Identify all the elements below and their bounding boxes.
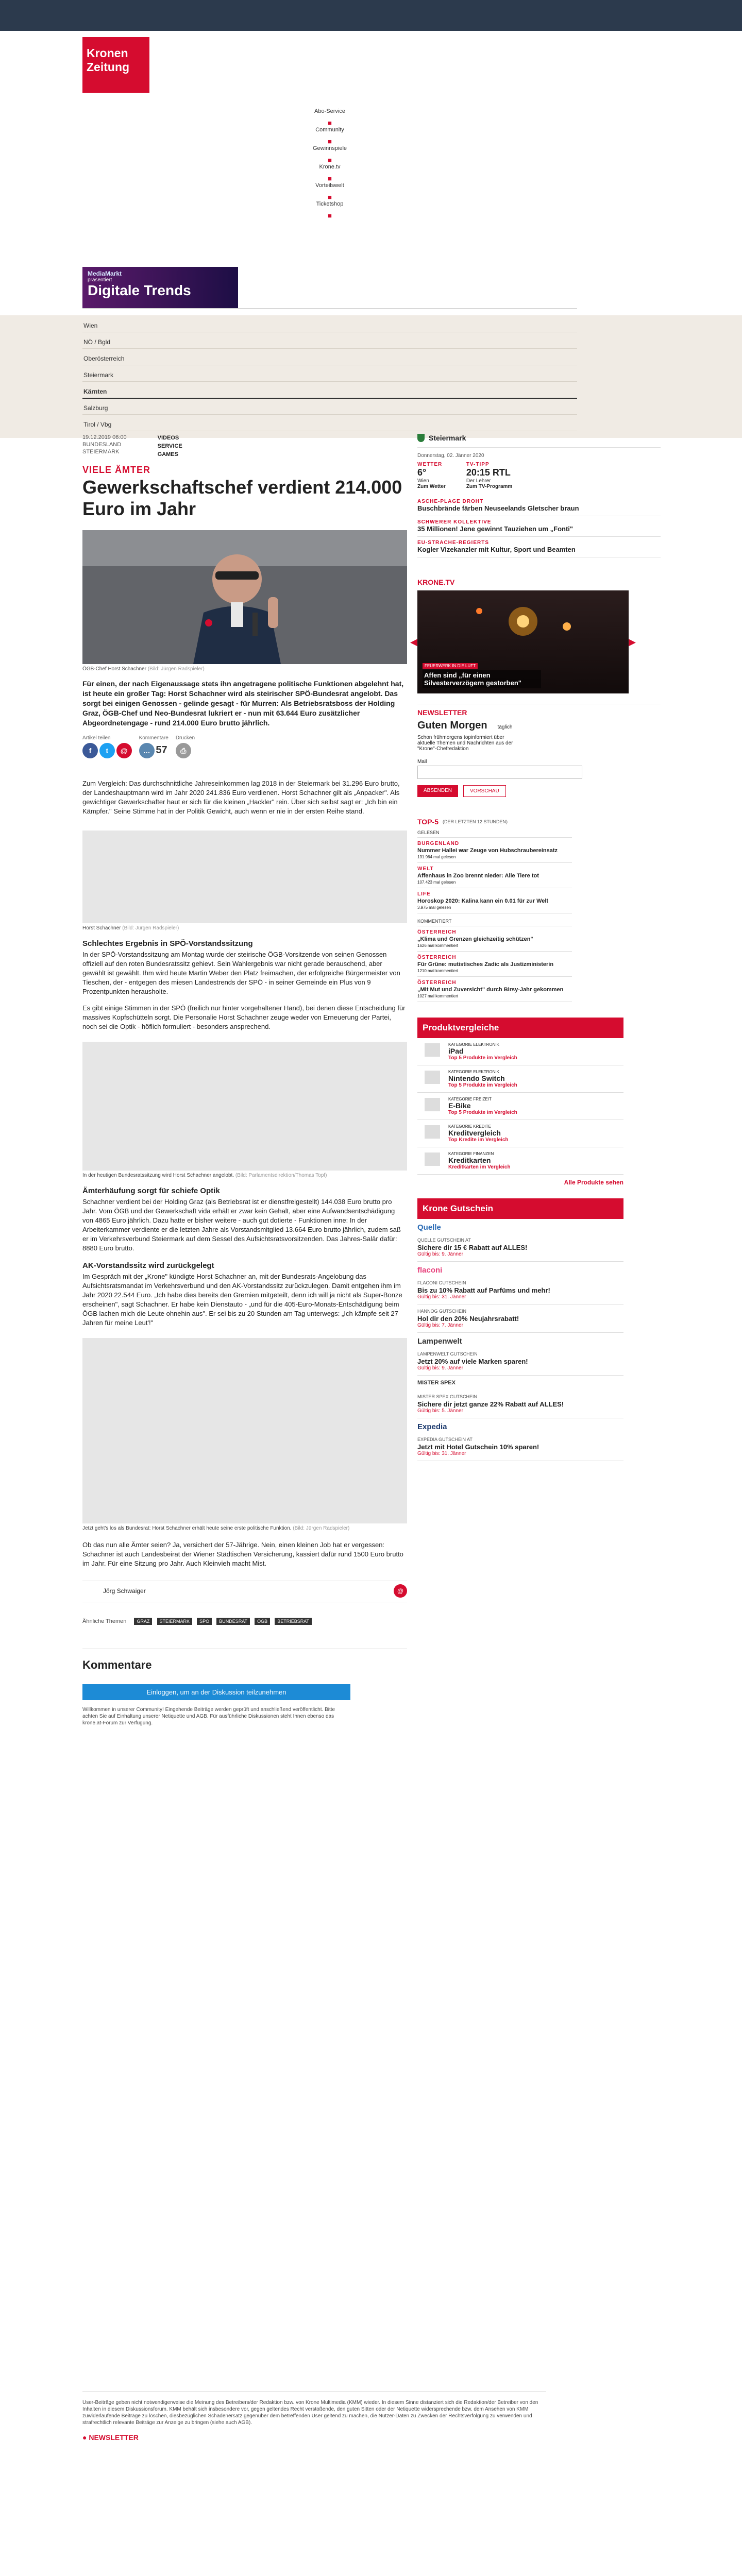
coupon-item[interactable] [417,1262,623,1304]
newsletter-label: NEWSLETTER [417,708,467,717]
sidebar [410,434,661,1461]
photo-credit: (Bild: Jürgen Radspieler) [147,666,205,672]
preview-button[interactable]: VORSCHAU [463,785,506,797]
top5-title-text: Für Grüne: mutistisches Zadic als Justizministerin [417,961,554,968]
coupon-category: FLACONI GUTSCHEIN [417,1280,466,1285]
author-box [82,1581,407,1602]
krone-logo[interactable] [82,37,149,93]
nav-item-more[interactable] [304,212,356,219]
product-item[interactable] [417,1147,623,1175]
nav-item-community[interactable] [304,120,356,133]
top5-title-text: „Klima und Grenzen gleichzeitig schützen" [417,936,533,942]
image-4-caption-text: Jetzt geht's los als Bundesrat: Horst Schachner erhält heute seine erste politische Funktion. [82,1526,292,1531]
product-category: KATEGORIE FREIZEIT [448,1097,492,1101]
product-name: E-Bike [448,1101,471,1110]
product-thumbnail [425,1098,440,1111]
article [82,434,407,1726]
topics-row [82,1618,407,1625]
ad-brand: MediaMarkt [88,270,122,277]
nav-label: Krone.tv [319,164,341,170]
menu-games[interactable]: GAMES [157,451,178,457]
product-name: iPad [448,1047,464,1055]
top5-region: BURGENLAND [417,841,460,846]
region-navigation [0,315,742,438]
top5-widget [417,818,572,1002]
newsletter-dot-icon: ● [82,2433,89,2442]
nav-item-gewinnspiele[interactable] [304,138,356,151]
author-name[interactable]: Jörg Schwaiger [103,1587,146,1595]
coupon-category: EXPEDIA GUTSCHEIN AT [417,1437,473,1442]
top5-region: LIFE [417,891,431,897]
logo-line-1: Kronen [87,46,128,60]
product-thumbnail [425,1125,440,1139]
sidebar-news-title: Buschbrände färben Neuseelands Gletscher braun [417,504,579,512]
region-item-kaernten[interactable]: Kärnten [82,385,577,399]
print-icon: ⎙ [176,743,191,758]
newsletter-description: Schon frühmorgens topinformiert über aktuelle Themen und Nachrichten aus der "Krone"-Chefredaktion [417,735,513,752]
tag-oegb[interactable]: ÖGB [255,1618,270,1625]
newsletter-footer-label: NEWSLETTER [89,2433,139,2442]
tag-steiermark[interactable]: STEIERMARK [157,1618,193,1625]
top5-header [417,818,572,826]
newsletter-footer-link[interactable] [82,2433,546,2442]
coupon-logo: Expedia [417,1422,447,1431]
nav-label: Vorteilswelt [315,182,344,189]
ad-divider [82,308,577,309]
print-group[interactable] [176,735,195,758]
steiermark-crest-icon [417,434,425,442]
top5-tab-kommentiert[interactable]: KOMMENTIERT [417,919,572,926]
sidebar-news-title: Kogler Vizekanzler mit Kultur, Sport und Beamten [417,546,576,553]
top5-reads: 1210 mal kommentiert [417,969,459,973]
coupon-category: MISTER SPEX GUTSCHEIN [417,1394,478,1399]
nav-label: Community [315,127,344,133]
ad-sub: präsentiert [88,277,112,283]
menu-service[interactable]: SERVICE [157,443,182,449]
comments-group[interactable] [139,735,168,758]
top5-item[interactable] [417,952,572,977]
coupon-widget [417,1198,623,1461]
all-products-link[interactable]: Alle Produkte sehen [564,1179,623,1186]
krone-tv-section [410,578,661,693]
tag-spoe[interactable]: SPÖ [197,1618,212,1625]
weather-widget[interactable] [417,462,446,489]
top5-reads: 131.964 mal gelesen [417,855,456,859]
coupon-title: Krone Gutschein [417,1198,623,1219]
coupon-logo: flaconi [417,1266,443,1275]
sidebar-date: Donnerstag, 02. Jänner 2020 [417,453,484,459]
coupon-item[interactable] [417,1219,623,1262]
login-to-comment-button[interactable]: Einloggen, um an der Diskussion teilzunehmen [82,1684,350,1700]
sidebar-news-tag: ASCHE-PLAGE DROHT [417,499,484,504]
tag-bundesrat[interactable]: BUNDESRAT [216,1618,250,1625]
product-comparison-title: Produktvergleiche [417,1018,623,1038]
coupon-validity: Gültig bis: 7. Jänner [417,1323,463,1328]
product-item[interactable] [417,1120,623,1147]
sidebar-news-item[interactable] [417,516,661,537]
tv-show: Der Lehrer [466,478,491,484]
article-paragraph-5: Im Gespräch mit der „Krone" kündigte Horst Schachner an, mit der Bundesrats-Angelobung das Aufsichtsratsmandat im Verkehrsverbund und den AK-Vorstandssitz zurückzulegen. Damit entgehen ihm im Jahr 2020 22.544 Euro. „Ich habe dies bereits den Gremien mitgeteilt, denn ich will ja nicht als Super-Bonze erscheinen", sagt Schachner. Er habe kein Dienstauto - „und für die 405-Euro-Monats-Entschädigung beim ÖGB lachen mich die Leute ohnehin aus". Er sei bis zu 20 Stunden am Tag unterwegs: „Ich kämpfe seit 27 Jahren für meine Leut'!" [82,1273,402,1327]
comment-bubble-icon: … [139,743,155,758]
tag-graz[interactable]: GRAZ [134,1618,152,1625]
coupon-item[interactable] [417,1376,623,1418]
image-4-caption [82,1526,407,1531]
article-menu [158,434,182,459]
coupon-title-text: Bis zu 10% Rabatt auf Parfüms und mehr! [417,1286,550,1294]
coupon-title-text: Jetzt 20% auf viele Marken sparen! [417,1358,528,1365]
article-hero-photo [82,530,407,664]
tv-label: TV-TIPP [466,462,490,467]
share-toolbar [82,735,407,758]
image-2-credit: (Bild: Jürgen Radspieler) [122,925,179,931]
nav-item-krone-tv[interactable] [304,157,356,170]
coupon-title-text: Hol dir den 20% Neujahrsrabatt! [417,1315,519,1323]
coupon-validity: Gültig bis: 9. Jänner [417,1251,463,1257]
ad-title: Digitale Trends [88,282,191,298]
twitter-share-icon[interactable]: t [99,743,115,758]
email-share-icon[interactable]: @ [116,743,132,758]
newsletter-frequency: täglich [497,724,513,730]
product-category: KATEGORIE ELEKTRONIK [448,1070,499,1074]
top5-item[interactable] [417,977,572,1002]
region-item-tirol-vbg[interactable]: Tirol / Vbg [82,418,577,431]
product-name: Kreditkarten [448,1156,491,1164]
top5-period: (DER LETZTEN 12 STUNDEN) [442,819,508,824]
nav-label: Gewinnspiele [312,145,347,151]
star-icon: ■ [328,175,332,182]
krone-tv-video[interactable] [410,590,636,693]
menu-videos[interactable]: VIDEOS [157,435,179,441]
tv-widget[interactable] [466,462,512,489]
top5-reads: 3.975 mal gelesen [417,905,451,910]
nav-label: Abo-Service [314,108,345,114]
region-item-oberoesterreich[interactable]: Oberösterreich [82,352,577,365]
article-paragraph-3: Es gibt einige Stimmen in der SPÖ (freilich nur hinter vorgehaltener Hand), bei denen diese Entscheidung für massives Kopfschütteln sorgt. Die Personalie Horst Schachner zeuge weder von Erneuerung der Partei, noch sei die Optik - höflich formuliert - besonders ansprechend. [82,1004,406,1030]
article-category[interactable]: BUNDESLAND [82,442,122,448]
share-group [82,735,132,758]
nav-item-vorteilswelt[interactable] [304,175,356,189]
article-date: 19.12.2019 06:00 [82,434,127,440]
weather-label: WETTER [417,462,443,467]
top5-reads: 1626 mal kommentiert [417,943,459,948]
top5-reads: 1027 mal kommentiert [417,994,459,998]
photo-caption [82,666,407,672]
sidebar-widgets [417,462,661,489]
more-icon: ■ [328,212,332,219]
disclaimer-text: User-Beiträge geben nicht notwendigerweise die Meinung des Betreibers/der Redaktion bzw. von Krone Multimedia (KMM) wieder. In diesem Sinne distanziert sich die Redaktion/der Betreiber von den Inhalten in diesem Diskussionsforum. KMM behält sich insbesondere vor, gegen geltendes Recht verstoßende, den guten Sitten oder der Netiquette widersprechende bzw. dem Ansehen von KMM zuwiderlaufende Beiträge zu löschen, diesbezüglichen Schadenersatz gegenüber dem betreffenden User geltend zu machen, die Nutzer-Daten zu Zwecken der Rechtsverfolgung zu verwenden und strafrechtlich relevante Beiträge zur Anzeige zu bringen (siehe auch AGB). [82,2400,538,2426]
video-title: Affen sind „für einen Silvesterverzögern gestorben" [423,670,541,688]
product-link[interactable]: Top 5 Produkte im Vergleich [448,1110,517,1115]
weather-city: Wien [417,478,429,484]
comments-label: Kommentare [139,735,168,741]
top5-title: TOP-5 [417,818,439,826]
sidebar-news-title: 35 Millionen! Jene gewinnt Tauziehen um „Fonti" [417,525,574,533]
krone-tv-title[interactable]: KRONE.TV [417,578,455,586]
top5-region: WELT [417,866,434,872]
comments-title: Kommentare [82,1658,152,1671]
article-image-2 [82,831,407,923]
sidebar-news-item[interactable] [417,537,661,557]
tv-program-link[interactable]: Zum TV-Programm [466,484,513,489]
newsletter-heading [417,720,661,732]
coupon-title-text: Sichere dir 15 € Rabatt auf ALLES! [417,1244,528,1251]
coupon-validity: Gültig bis: 5. Jänner [417,1408,463,1414]
product-comparison-widget [417,1018,623,1186]
nav-item-ticketshop[interactable] [304,194,356,207]
comments-section [82,1649,407,1726]
image-2-caption-text: Horst Schachner [82,925,121,931]
article-paragraph-4: Schachner verdient bei der Holding Graz (als Betriebsrat ist er dienstfreigestellt) 144.038 Euro brutto pro Jahr. Vom ÖGB und der Gewerkschaft vida erhält er zwar kein Gehalt, aber eine Aufwandsentschädigung von 4865 Euro jährlich. Dazu hatte er bisher weitere - auch gut dotierte - Funktionen inne: In der Arbeiterkammer verdiente er die letzten Jahre als Vorstandsmitglied 13.664 Euro brutto jährlich, zudem saß er im Verkehrsverbund Steiermark auf dem Sessel des Aufsichtsratsvorsitzenden. Das Jahres-Salär dafür: 8880 Euro brutto. [82,1198,401,1252]
article-meta [82,434,127,459]
top5-title-text: Nummer Hallei war Zeuge von Hubschraubereinsatz [417,848,558,854]
coupon-validity: Gültig bis: 9. Jänner [417,1365,463,1371]
product-thumbnail [425,1071,440,1084]
article-subhead-2: Ämterhäufung sorgt für schiefe Optik [82,1187,220,1195]
article-kicker: VIELE ÄMTER [82,465,151,475]
gift-icon: ■ [328,138,332,145]
article-paragraph-6: Ob das nun alle Ämter seien? Ja, versichert der 57-Jährige. Nein, einen kleinen Job hat er vergessen: Schachner ist auch Landesbeirat der Wiener Städtischen Versicherung, kassiert dafür rund 1500 Euro brutto im Jahr. Für eine Sitzung pro Jahr. Auch Kleinvieh macht Mist. [82,1541,403,1567]
coupon-logo: Lampenwelt [417,1337,462,1346]
top5-item[interactable] [417,838,572,863]
region-item-wien[interactable]: Wien [82,319,577,332]
product-link[interactable]: Top 5 Produkte im Vergleich [448,1055,517,1061]
coupon-category: QUELLE GUTSCHEIN AT [417,1238,471,1243]
coupon-logo: MISTER SPEX [417,1380,456,1386]
article-region[interactable]: STEIERMARK [82,449,120,455]
top5-region: ÖSTERREICH [417,929,457,935]
facebook-share-icon[interactable]: f [82,743,98,758]
coupon-title-text: Sichere dir jetzt ganze 22% Rabatt auf ALLES! [417,1400,564,1408]
photo-caption-text: ÖGB-Chef Horst Schachner [82,666,146,672]
article-subhead-3: AK-Vorstandssitz wird zurückgelegt [82,1261,214,1270]
image-3-caption [82,1173,407,1178]
ticket-icon: ■ [328,193,332,201]
nav-item-abo-service[interactable] [304,108,356,114]
top5-region: ÖSTERREICH [417,980,457,986]
coupon-validity: Gültig bis: 31. Jänner [417,1451,466,1456]
newsletter-widget [417,704,661,797]
top-bar [0,0,742,31]
community-welcome-text: Willkommen in unserer Community! Eingehende Beiträge werden geprüft und anschließend veröffentlicht. Bitte achten Sie auf Einhaltung unserer Netiquette und AGB. Für ausführliche Diskussionen steht Ihnen ebenso das krone.at-Forum zur Verfügung. [82,1707,335,1726]
image-3-caption-text: In der heutigen Bundesratssitzung wird Horst Schachner angelobt. [82,1173,234,1178]
advertisement-banner[interactable] [82,267,238,308]
coupon-category: LAMPENWELT GUTSCHEIN [417,1351,478,1357]
carousel-next-icon[interactable]: ▶ [629,637,636,647]
coupon-logo: Quelle [417,1223,441,1232]
product-category: KATEGORIE ELEKTRONIK [448,1042,499,1047]
image-4-credit: (Bild: Jürgen Radspieler) [293,1526,350,1531]
top5-reads: 107.423 mal gelesen [417,880,456,885]
article-headline: Gewerkschaftschef verdient 214.000 Euro im Jahr [82,477,402,519]
sidebar-news-item[interactable] [417,496,661,516]
sidebar-news-tag: EU-STRACHE-REGIERTS [417,540,490,546]
nav-label: Ticketshop [316,201,344,207]
image-2-caption [82,925,407,931]
weather-temperature: 6° [417,467,427,478]
coupon-validity: Gültig bis: 31. Jänner [417,1294,466,1300]
region-item-noe-bgld[interactable]: NÖ / Bgld [82,336,577,349]
community-icon: ■ [328,119,332,127]
top5-title-text: „Mit Mut und Zuversicht" durch Birsy-Jahr gekommen [417,987,564,993]
newsletter-title: Guten Morgen [417,720,487,731]
product-name: Kreditvergleich [448,1129,501,1137]
region-item-salzburg[interactable]: Salzburg [82,402,577,415]
top5-tab-gelesen[interactable]: GELESEN [417,830,572,838]
community-disclaimer [82,2392,546,2442]
comments-count: 57 [156,744,167,756]
sidebar-news-list [417,496,661,557]
speaker-illustration [82,530,407,664]
top5-item[interactable] [417,888,572,913]
product-link[interactable]: Top Kredite im Vergleich [448,1137,509,1143]
product-name: Nintendo Switch [448,1074,505,1082]
logo-line-2: Zeitung [87,60,130,74]
print-label: Drucken [175,735,195,741]
article-paragraph-2: In der SPÖ-Vorstandssitzung am Montag wurde der steirische ÖGB-Vorsitzende von seinen Genossen offiziell auf den roten Bundesratssitz gehievt. Sein Wahlergebnis war nicht gerade berauschend, aber gewählt ist gewählt. Ihm wird heute Martin Weber den Platz freimachen, der erfolgreiche Bürgermeister von Tieschen, der - entgegen des miesen Landestrends der SPÖ - in seiner Gemeinde ein Plus von 9 Prozentpunkten herausholte. [82,951,400,995]
product-category: KATEGORIE KREDITE [448,1124,491,1129]
product-item[interactable] [417,1038,623,1065]
top5-title-text: Horoskop 2020: Kalina kann ein 0.01 für zur Welt [417,898,549,904]
coupon-item[interactable] [417,1304,623,1333]
top5-region: ÖSTERREICH [417,955,457,960]
coupon-item[interactable] [417,1333,623,1376]
topics-label: Ähnliche Themen [82,1618,127,1624]
tv-time: 20:15 RTL [466,467,511,478]
newsletter-actions [417,785,661,797]
article-image-3 [82,1042,407,1171]
top-navigation [304,108,356,225]
coupon-category: HANNOG GUTSCHEIN [417,1309,467,1314]
region-item-steiermark[interactable]: Steiermark [82,369,577,382]
article-subhead-1: Schlechtes Ergebnis in SPÖ-Vorstandssitzung [82,939,253,948]
tv-icon: ■ [328,156,332,164]
product-item[interactable] [417,1065,623,1093]
video-tag: FEUERWERK IN DIE LUFT [423,663,478,669]
product-link[interactable]: Kreditkarten im Vergleich [448,1164,511,1170]
newsletter-email-field[interactable] [417,766,582,779]
email-author-icon[interactable]: @ [394,1584,407,1598]
sidebar-region-header [417,434,661,448]
subscribe-button[interactable]: ABSENDEN [417,785,458,797]
top5-title-text: Affenhaus in Zoo brennt nieder: Alle Tiere tot [417,873,539,879]
product-item[interactable] [417,1093,623,1120]
top5-item[interactable] [417,863,572,888]
newsletter-mail-label: Mail [417,759,427,765]
top5-item[interactable] [417,926,572,952]
product-thumbnail [425,1153,440,1166]
coupon-item[interactable] [417,1418,623,1461]
carousel-prev-icon[interactable]: ◀ [410,637,417,647]
tag-betriebsrat[interactable]: BETRIEBSRAT [275,1618,312,1625]
sidebar-news-tag: SCHWERER KOLLEKTIVE [417,519,492,525]
article-lead: Für einen, der nach Eigenaussage stets ihn angetragene politische Funktionen abgelehnt hat, ist heute ein großer Tag: Horst Schachner wird als steirischer SPÖ-Bundesrat angelobt. Das sorgt bei einigen Genossen - gelinde gesagt - für Murren: Als Betriebsratsboss der Holding Graz, ÖGB-Chef und Neo-Bundesrat lukriert er - nun mit 63.644 Euro zusätzlicher Abgeordnetengage - rund 214.000 Euro brutto jährlich. [82,680,404,727]
sidebar-region-name[interactable]: Steiermark [429,434,466,442]
article-paragraph-1: Zum Vergleich: Das durchschnittliche Jahreseinkommen lag 2018 in der Steiermark bei 31.296 Euro brutto, der Landeshauptmann wird im Jahr 2020 241.836 Euro verdienen. Horst Schachner gilt als „Anpacker". Als gewichtiger Gewerkschafter haut er sich für die kleinen „Hackler" rein. Über sich selbst sagt er: „Ich bin ein Kämpfer." Seine Stimme hat in der Politik Gewicht, auch wenn er nie in der ersten Reihe stand. [82,779,400,815]
product-category: KATEGORIE FINANZEN [448,1151,494,1156]
image-3-credit: (Bild: Parlamentsdirektion/Thomas Topf) [235,1173,327,1178]
product-link[interactable]: Top 5 Produkte im Vergleich [448,1082,517,1088]
coupon-title-text: Jetzt mit Hotel Gutschein 10% sparen! [417,1443,539,1451]
share-label: Artikel teilen [82,735,111,741]
weather-link[interactable]: Zum Wetter [417,484,446,489]
product-thumbnail [425,1043,440,1057]
video-caption-box [423,660,541,688]
article-image-4 [82,1338,407,1523]
